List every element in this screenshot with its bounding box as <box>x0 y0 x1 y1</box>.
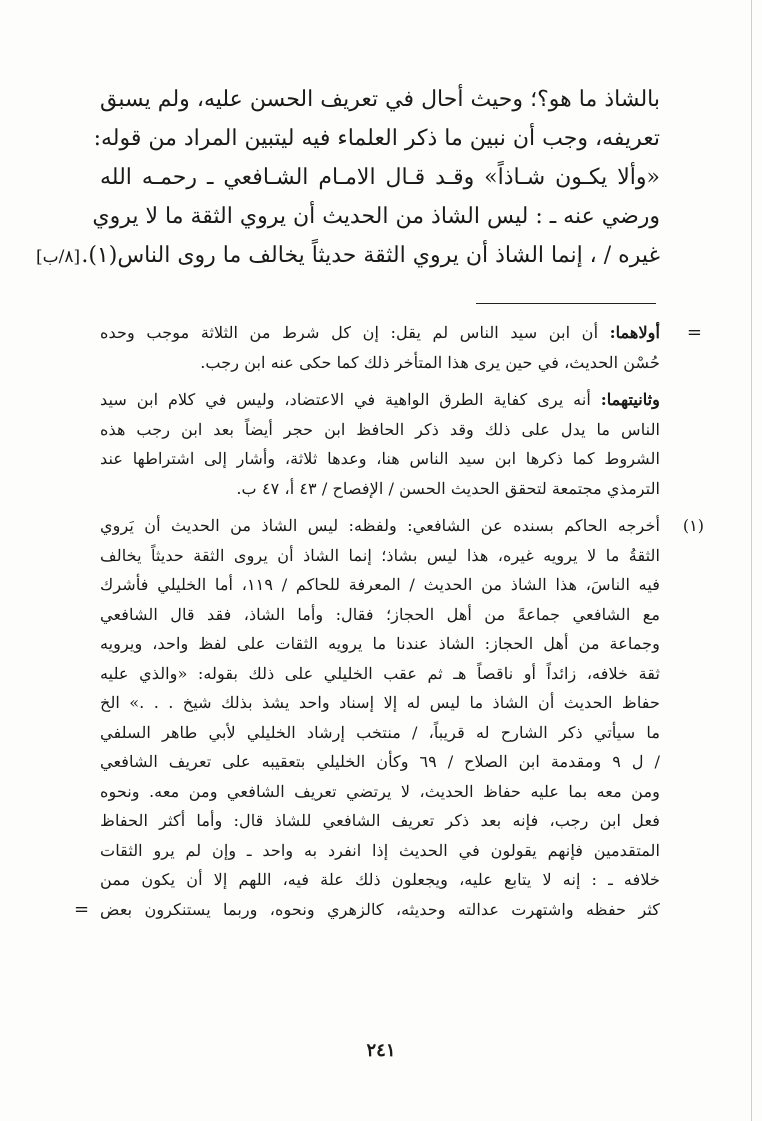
footnote-line: ما سيأتي ذكر الشارح له قريباً، / منتخب إرشاد الخليلي لأبي طاهر السلفي <box>100 722 660 742</box>
footnote-text: أن ابن سيد الناس لم يقل: إن كل شرط من الثلاثة موجب وحده <box>100 323 599 342</box>
page-number: ٢٤١ <box>366 1040 396 1061</box>
footnote-1 <box>74 511 704 924</box>
footnote-line: خلافه ـ : إنه لا يتابع عليه، ويجعلون ذلك علة فيه، اللهم إلا أن يكون ممن <box>100 870 660 889</box>
footnote-line: ثقة خلافه، زائداً أو ناقصاً هـ ثم عقب الخليلي على ذلك بقوله: «والذي عليه <box>100 663 660 683</box>
main-text <box>81 80 660 275</box>
footnote-line: الترمذي مجتمعة لتحقق الحديث الحسن / الإفصاح / ٤٣ أ، ٤٧ ب. <box>236 478 660 498</box>
footnote-line <box>74 895 660 925</box>
main-line: ورضي عنه ـ : ليس الشاذ من الحديث أن يروي الثقة ما لا يروي <box>92 204 660 229</box>
footnote-line: وجماعة من أهل الحجاز: الشاذ عندنا ما يرويه الثقات على لفظ واحد، ويرويه <box>100 634 660 653</box>
footnote-line: حُسْن الحديث، في حين يرى هذا المتأخر ذلك كما حكى عنه ابن رجب. <box>200 352 660 372</box>
footnote-line: الثقةُ ما لا يرويه غيره، هذا ليس بشاذ؛ إنما الشاذ أن يروى الثقة حديثاً يخالف <box>100 545 660 565</box>
footnote-line: الناس ما يدل على ذلك وقد ذكر الحافظ ابن حجر أيضاً بعد ابن رجب هذه <box>100 419 660 439</box>
footnote-line: أخرجه الحاكم بسنده عن الشافعي: ولفظه: ليس الشاذ من الحديث أن يَروي <box>100 516 660 535</box>
footnote-line: ومن معه بما عليه حفاظ الحديث، لا يرتضي تعريف الشافعي ومن معه. ونحوه <box>100 781 660 801</box>
footnote-line: فيه الناسَ، هذا الشاذ من الحديث / المعرفة للحاكم / ١١٩، أما الخليلي فأشرك <box>100 575 660 594</box>
footnote-number: (١) <box>682 516 704 535</box>
footnote-continuation-second <box>100 385 660 503</box>
trailing-continuation-mark: = <box>74 898 90 920</box>
folio-marker: [٨/ب] <box>36 247 81 267</box>
main-line: غيره / ، إنما الشاذ أن يروي الثقة حديثاً يخالف ما روى الناس(١). <box>81 243 660 268</box>
main-line: بالشاذ ما هو؟؛ وحيث أحال في تعريف الحسن عليه، ولم يسبق <box>100 87 660 112</box>
footnote-separator <box>476 303 656 304</box>
page-edge-line <box>751 0 752 1121</box>
footnote-line <box>100 318 660 348</box>
footnote-line: فعل ابن رجب، فإنه بعد ذكر تعريف الشافعي للشاذ قال: وأما أكثر الحفاظ <box>100 811 660 830</box>
footnote-line: / ل ٩ ومقدمة ابن الصلاح / ٦٩ وكأن الخليلي بتعقيبه على تعريف الشافعي <box>100 752 660 771</box>
footnotes <box>74 318 704 924</box>
main-line: تعريفه، وجب أن نبين ما ذكر العلماء فيه ليتبين المراد من قوله: <box>93 126 660 151</box>
footnote-line: الشروط كما ذكرها ابن سيد الناس هنا، وعدها ثلاثة، وأشار إلى اشتراطها عند <box>100 449 660 468</box>
footnote-label: أولاهما: <box>609 323 660 342</box>
footnote-text: كثر حفظه واشتهرت عدالته وحديثه، كالزهري ونحوه، وربما يستنكرون بعض <box>100 899 660 919</box>
footnote-label: وثانيتهما: <box>600 390 660 409</box>
footnote-line <box>100 385 660 415</box>
continuation-mark: = <box>686 322 702 343</box>
footnote-line: مع الشافعي جماعةً من أهل الحجاز؛ فقال: وأما الشاذ، فقد قال الشافعي <box>100 604 660 624</box>
main-line: «وألا يكـون شـاذاً» وقـد قـال الامـام الشـافعي ـ رحمـه الله <box>100 165 660 190</box>
footnote-line: المتقدمين فإنهم يقولون في الحديث إذا انفرد به واحد ـ وإن لم يرو الثقات <box>100 840 660 860</box>
footnote-text: أنه يرى كفاية الطرق الواهية في الاعتضاد، وليس في كلام ابن سيد <box>100 390 591 409</box>
footnote-continuation-first <box>100 318 702 377</box>
footnote-line: حفاظ الحديث أن الشاذ ما ليس له إلا إسناد واحد يشذ بذلك شيخ . . .» الخ <box>100 693 660 712</box>
